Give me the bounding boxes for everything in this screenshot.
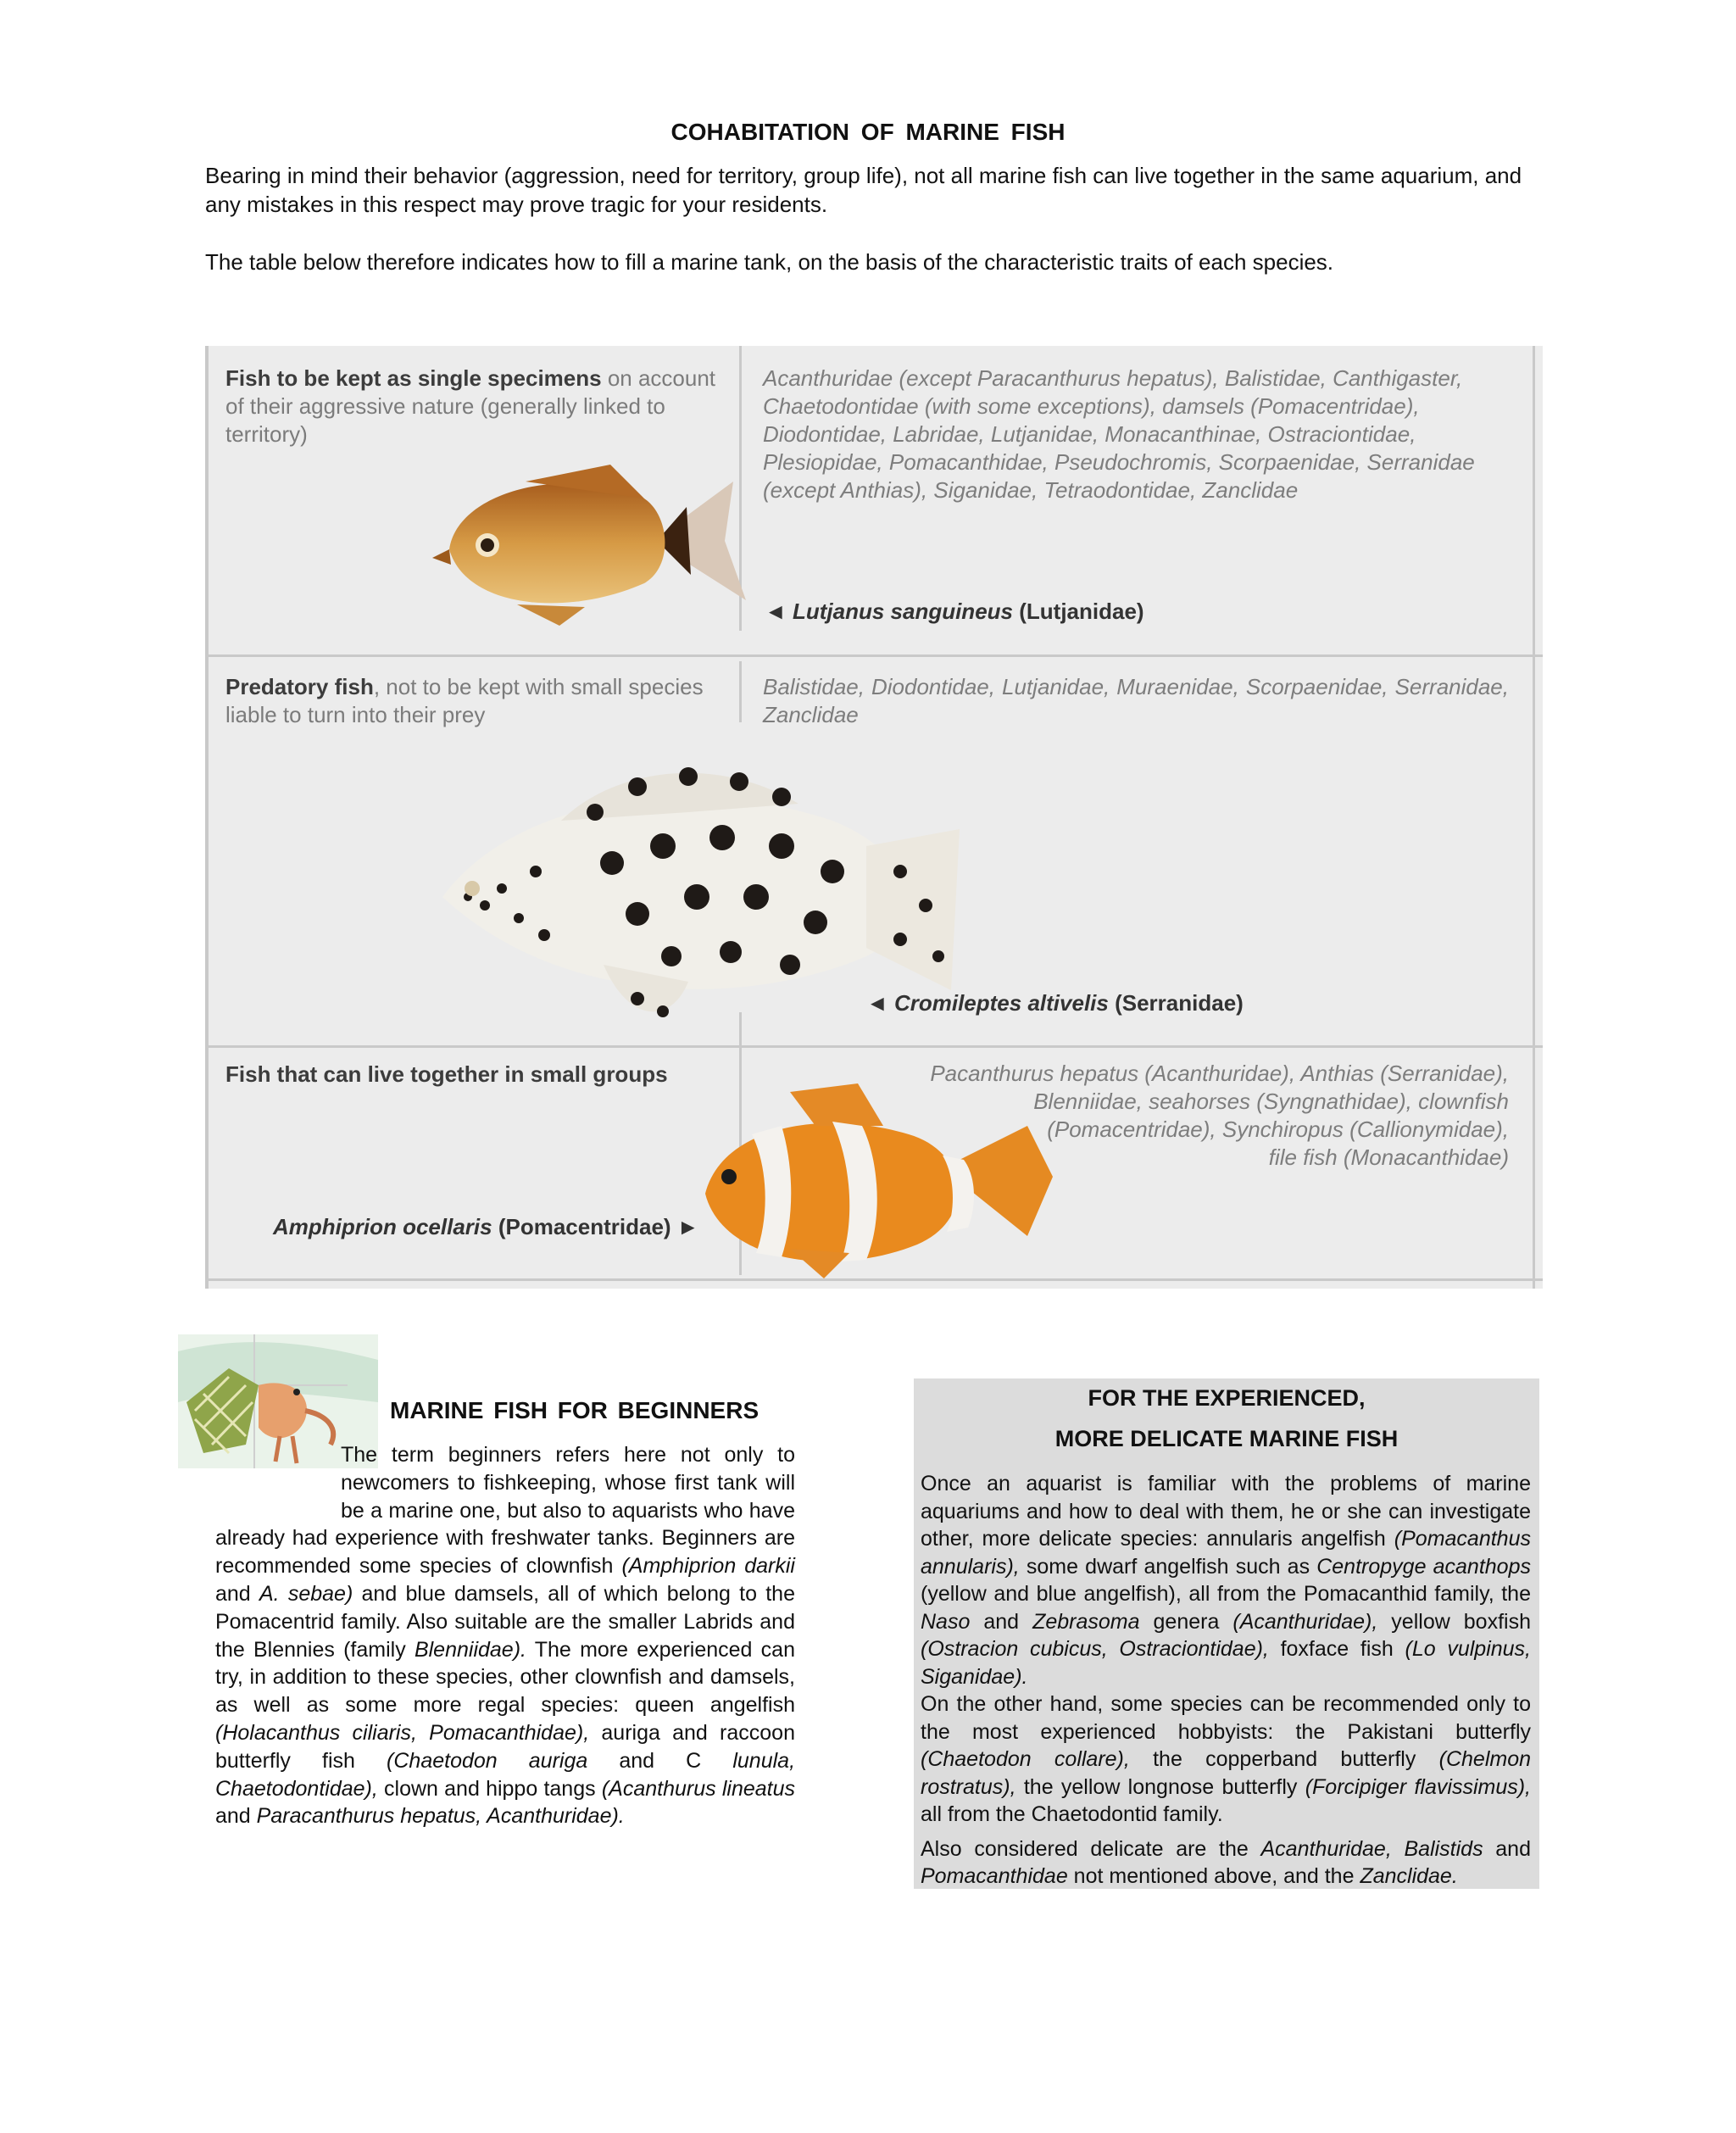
text-run: the yellow longnose butterfly [1015, 1774, 1305, 1799]
beginners-body [215, 1441, 795, 1830]
experienced-heading-line1: FOR THE EXPERIENCED, [1088, 1385, 1366, 1411]
experienced-heading-line2: MORE DELICATE MARINE FISH [1054, 1426, 1399, 1451]
text-run: and blue damsels, all of which belong to the Pomacentrid family. Also suitable are the smaller Labrids and the Blennies (family [215, 1581, 795, 1662]
text-run: (Chelmon rostratus), [921, 1747, 1532, 1799]
text-run: The term beginners refers here not only to newcomers to fishkeeping, whose first tank will be a marine one, but also to aquarists who have already had experience with freshwater tanks. Beginners are recommended some species of clownfish [215, 1443, 795, 1579]
table-row-label: Fish to be kept as single specimens on account of their aggressive nature (generally linked to territory) [225, 365, 716, 447]
beginners-heading: MARINE FISH FOR BEGINNERS [390, 1397, 760, 1423]
text-run: Zanclidae. [1360, 1864, 1458, 1888]
table-row-label: Fish that can live together in small groups [225, 1061, 668, 1087]
text-run: Once an aquarist is familiar with the problems of marine aquariums and how to deal with them, he or she can investigate other, more delicate species: annularis angelfish [921, 1472, 1531, 1551]
experienced-paragraph [921, 1835, 1531, 1891]
text-run: auriga and raccoon butterfly fish [215, 1720, 795, 1773]
text-run: (Amphiprion darkii [621, 1554, 795, 1579]
intro-paragraph: Bearing in mind their behavior (aggression, need for territory, group life), not all marine fish can live together in the same aquarium, and any mistakes in this respect may prove tragic for your residents. [205, 163, 1522, 217]
text-run: (Chaetodon collare), [921, 1747, 1130, 1771]
table-row-label: Predatory fish, not to be kept with small species liable to turn into their prey [225, 674, 704, 727]
text-run: and C [587, 1748, 733, 1773]
text-run: Zebrasoma [1032, 1609, 1140, 1634]
text-run: Centropyge acanthops [1316, 1554, 1531, 1579]
table-row-species: Pacanthurus hepatus (Acanthuridae), Anthias (Serranidae), Blenniidae, seahorses (Syngnathidae), clownfish (Pomacentridae), Synchiropus (Callionymidae), file fish (Monacanthidae) [930, 1061, 1509, 1170]
image-caption: Amphiprion ocellaris (Pomacentridae) ► [273, 1214, 699, 1239]
text-run: the copperband butterfly [1129, 1747, 1439, 1771]
text-run: A. sebae) [259, 1581, 353, 1606]
text-run: lunula, Chaetodontidae), [215, 1748, 796, 1801]
experienced-paragraph [921, 1470, 1531, 1690]
text-run: and [1483, 1836, 1531, 1861]
image-caption: ◄ Lutjanus sanguineus (Lutjanidae) [765, 599, 1144, 624]
text-run: Also considered delicate are the [921, 1836, 1261, 1861]
experienced-paragraph [921, 1690, 1531, 1829]
page-title: COHABITATION OF MARINE FISH [670, 119, 1066, 145]
text-run: (Pomacanthus annularis), [921, 1527, 1531, 1579]
text-run: all from the Chaetodontid family. [921, 1802, 1223, 1826]
text-run: (Ostracion cubicus, Ostraciontidae), [921, 1637, 1269, 1661]
text-run: (Holacanthus ciliaris, Pomacanthidae), [215, 1720, 590, 1745]
text-run: (yellow and blue angelfish), all from the Pomacanthid family, the [921, 1582, 1531, 1606]
text-run: On the other hand, some species can be recommended only to the most experienced hobbyists: the Pakistani butterfly [921, 1692, 1531, 1744]
image-caption: ◄ Cromileptes altivelis (Serranidae) [866, 990, 1244, 1016]
text-run: Naso [921, 1609, 971, 1634]
text-run: and [215, 1581, 259, 1606]
text-run: not mentioned above, and the [1067, 1864, 1360, 1888]
text-run: (Acanthurus lineatus [601, 1776, 795, 1801]
text-run: Pomacanthidae [921, 1864, 1068, 1888]
text-run: some dwarf angelfish such as [1019, 1554, 1317, 1579]
text-run: and [215, 1804, 257, 1829]
text-run: Acanthuridae, Balistids [1260, 1836, 1483, 1861]
text-run: (Acanthuridae), [1232, 1609, 1378, 1634]
lutjanus-sanguineus-image [398, 448, 754, 634]
table-row-species: Acanthuridae (except Paracanthurus hepatus), Balistidae, Canthigaster, Chaetodontidae (with some exceptions), damsels (Pomacentridae), Diodontidae, Labridae, Lutjanidae, Monacanthinae, Ostraciontidae, Plesiopidae, Pomacanthidae, Pseudochromis, Scorpaenidae, Serranidae (except Anthias), Siganidae, Tetraodontidae, Zanclidae [763, 365, 1475, 503]
text-run: yellow boxfish [1377, 1609, 1531, 1634]
amphiprion-ocellaris-image [688, 1075, 1061, 1287]
text-run: The more experienced can try, in addition to these species, other clownfish and damsels, as well as some more regal species: queen angelfish [215, 1637, 795, 1718]
text-run: Blenniidae). [414, 1637, 526, 1662]
text-run: foxface fish [1268, 1637, 1405, 1661]
text-run: genera [1139, 1609, 1233, 1634]
cohabitation-table [205, 346, 1543, 1289]
text-run: (Lo vulpinus, Siganidae). [921, 1637, 1531, 1689]
table-row-species: Balistidae, Diodontidae, Lutjanidae, Muraenidae, Scorpaenidae, Serranidae, Zanclidae [763, 674, 1509, 727]
text-run: Paracanthurus hepatus, Acanthuridae). [256, 1804, 625, 1829]
text-run: (Chaetodon auriga [387, 1748, 588, 1773]
intro-paragraph: The table below therefore indicates how to fill a marine tank, on the basis of the characteristic traits of each species. [205, 249, 1334, 275]
experienced-body [921, 1470, 1531, 1891]
text-run: clown and hippo tangs [377, 1776, 602, 1801]
text-run: (Forcipiger flavissimus), [1305, 1774, 1531, 1799]
text-run: and [970, 1609, 1033, 1634]
